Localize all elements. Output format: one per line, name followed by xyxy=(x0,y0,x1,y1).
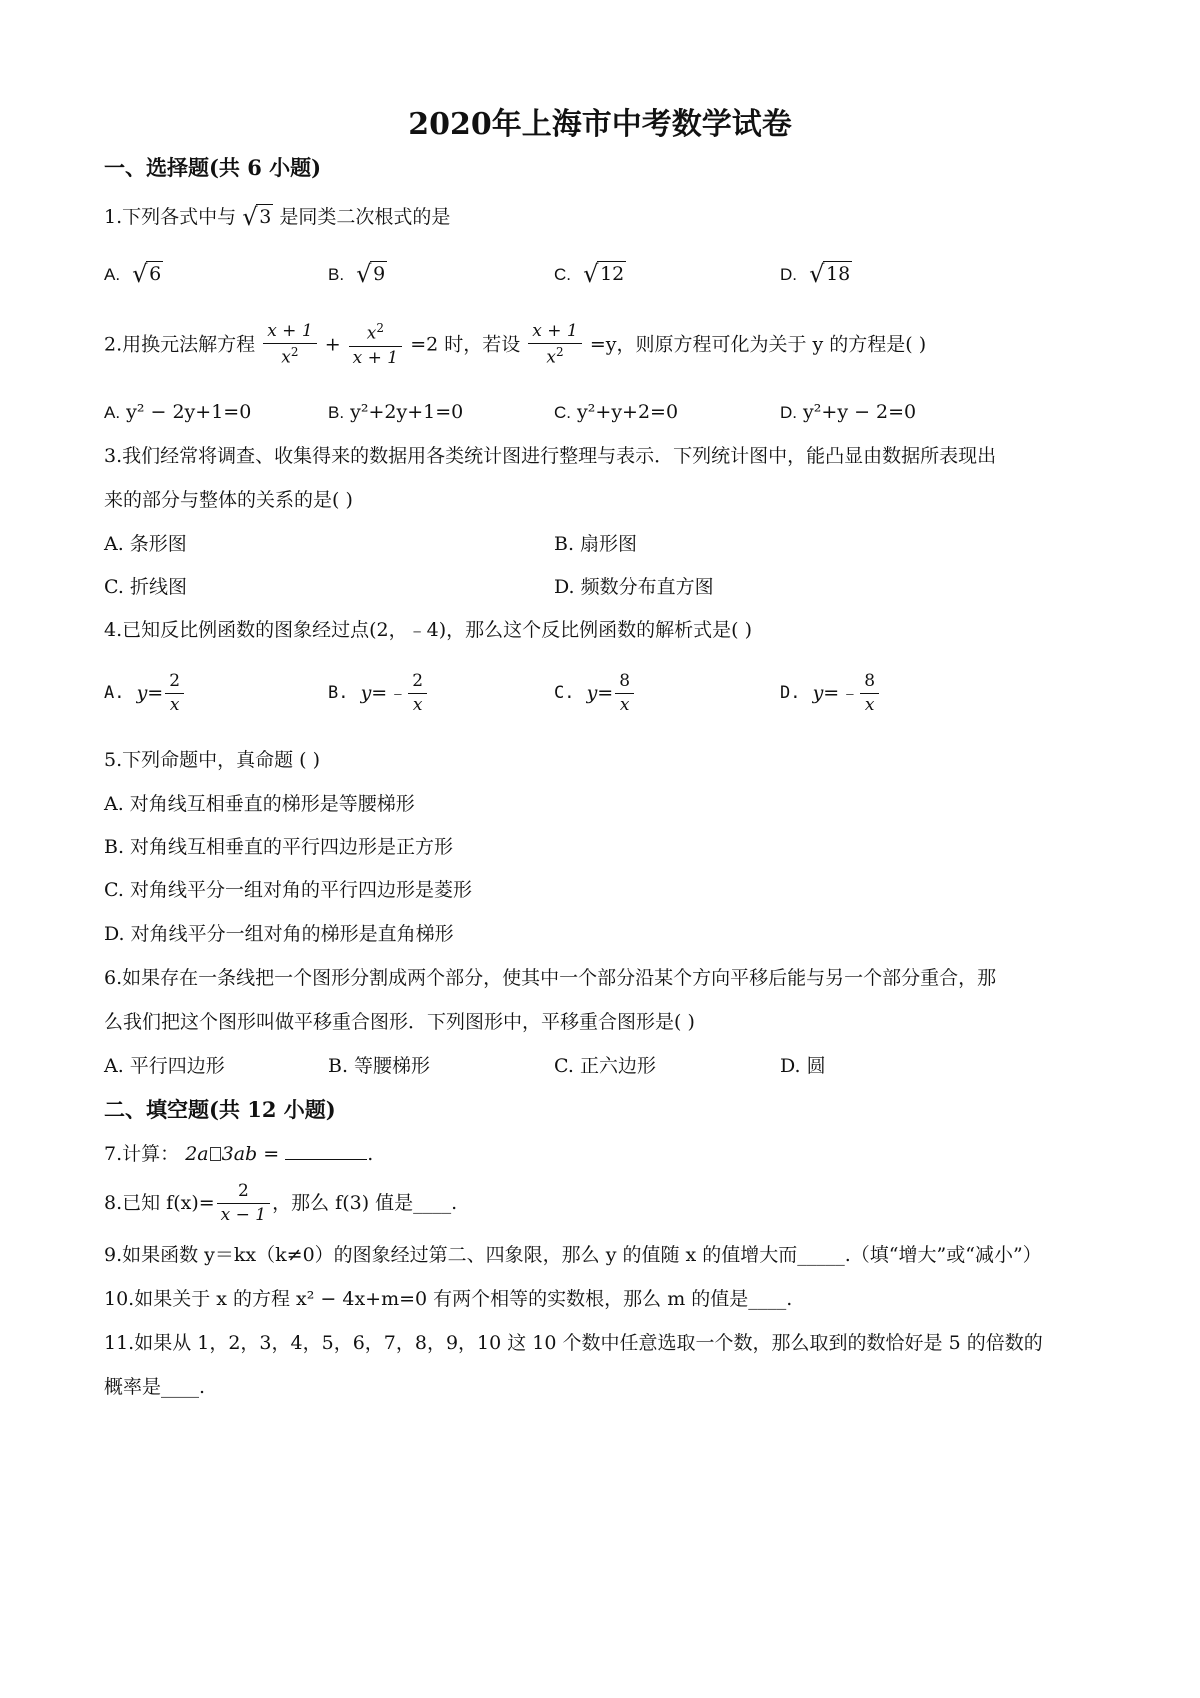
q6-option-b: B. 等腰梯形 xyxy=(328,1055,431,1077)
question-1-prefix: 1.下列各式中与 xyxy=(104,206,237,228)
question-3-line1: 3.我们经常将调查、收集得来的数据用各类统计图进行整理与表示．下列统计图中，能凸显由数据所表现出 xyxy=(104,445,997,467)
q6-option-c: C. 正六边形 xyxy=(554,1055,656,1077)
question-8: 8.已知 f(x)= $\frac{2}{x - 1}$ ，那么 f(3) 值是____. xyxy=(104,1181,458,1225)
q2-option-c: C. y²+y+2=0 xyxy=(554,401,679,423)
q2-option-d: D. y²+y − 2=0 xyxy=(780,401,917,423)
q4-option-b: B. y=﹣ $\frac{2}{x}$ xyxy=(328,670,429,717)
q4-option-a: A. y= $\frac{2}{x}$ xyxy=(104,670,186,717)
fraction: $\frac{x + 1}{x^2}$ xyxy=(263,320,316,370)
question-9: 9.如果函数 y＝kx（k≠0）的图象经过第二、四象限，那么 y 的值随 x 的值增大而_____.（填“增大”或“减小”） xyxy=(104,1244,1042,1266)
q5-option-c: C. 对角线平分一组对角的平行四边形是菱形 xyxy=(104,879,472,901)
q5-option-d: D. 对角线平分一组对角的梯形是直角梯形 xyxy=(104,923,454,945)
q1-option-c: C. √ 12 xyxy=(554,260,625,288)
question-1 xyxy=(104,203,451,231)
fraction: $\frac{2}{x - 1}$ xyxy=(217,1180,270,1227)
box-glyph-icon xyxy=(210,1147,221,1161)
q4-option-d: D. y=﹣ $\frac{8}{x}$ xyxy=(780,670,881,717)
q1-option-a: A. √ 6 xyxy=(104,260,162,288)
q1-option-b: B. √ 9 xyxy=(328,260,386,288)
q3-option-d: D. 频数分布直方图 xyxy=(554,576,714,598)
q6-option-a: A. 平行四边形 xyxy=(104,1055,225,1077)
fraction: $\frac{x^2}{x + 1}$ xyxy=(349,320,402,370)
q6-option-d: D. 圆 xyxy=(780,1055,826,1077)
question-5: 5.下列命题中，真命题 ( ) xyxy=(104,749,321,771)
question-11-line1: 11.如果从 1，2，3，4，5，6，7，8，9，10 这 10 个数中任意选取一个数，那么取到的数恰好是 5 的倍数的 xyxy=(104,1332,1043,1354)
question-7: 7.计算： 2a 3ab = . xyxy=(104,1143,374,1165)
sqrt-expression: √ 3 xyxy=(242,203,272,231)
q5-option-a: A. 对角线互相垂直的梯形是等腰梯形 xyxy=(104,793,415,815)
question-10: 10.如果关于 x 的方程 x² − 4x+m=0 有两个相等的实数根，那么 m 的值是____. xyxy=(104,1288,793,1310)
q5-option-b: B. 对角线互相垂直的平行四边形是正方形 xyxy=(104,836,454,858)
q3-option-a: A. 条形图 xyxy=(104,533,187,555)
page-title: 2020年上海市中考数学试卷 xyxy=(408,107,792,142)
question-6-line1: 6.如果存在一条线把一个图形分割成两个部分，使其中一个部分沿某个方向平移后能与另一个部分重合，那 xyxy=(104,967,997,989)
q2-option-a: A. y² − 2y+1=0 xyxy=(104,401,252,423)
question-1-suffix: 是同类二次根式的是 xyxy=(279,206,451,228)
q3-option-b: B. 扇形图 xyxy=(554,533,638,555)
q2-option-b: B. y²+2y+1=0 xyxy=(328,401,464,423)
q1-option-d: D. √ 18 xyxy=(780,260,851,288)
question-11-line2: 概率是____. xyxy=(104,1376,206,1398)
question-6-line2: 么我们把这个图形叫做平移重合图形．下列图形中，平移重合图形是( ) xyxy=(104,1011,695,1033)
fraction: $\frac{x + 1}{x^2}$ xyxy=(528,320,581,370)
question-3-line2: 来的部分与整体的关系的是( ) xyxy=(104,489,353,511)
q3-option-c: C. 折线图 xyxy=(104,576,187,598)
answer-blank[interactable] xyxy=(285,1145,367,1160)
question-4: 4.已知反比例函数的图象经过点(2，﹣4)，那么这个反比例函数的解析式是( ) xyxy=(104,619,752,641)
section-heading-fill: 二、填空题(共 12 小题) xyxy=(104,1097,336,1122)
section-heading-choice: 一、选择题(共 6 小题) xyxy=(104,155,322,180)
question-2: 2.用换元法解方程 $\frac{x + 1}{x^2}$ + $\frac{x^2}{x + 1}$ =2 时，若设 $\frac{x + 1}{x^2}$ =y，则原方程可化为关于 y 的方程是( ) xyxy=(104,321,927,368)
q4-option-c: C. y= $\frac{8}{x}$ xyxy=(554,670,636,717)
